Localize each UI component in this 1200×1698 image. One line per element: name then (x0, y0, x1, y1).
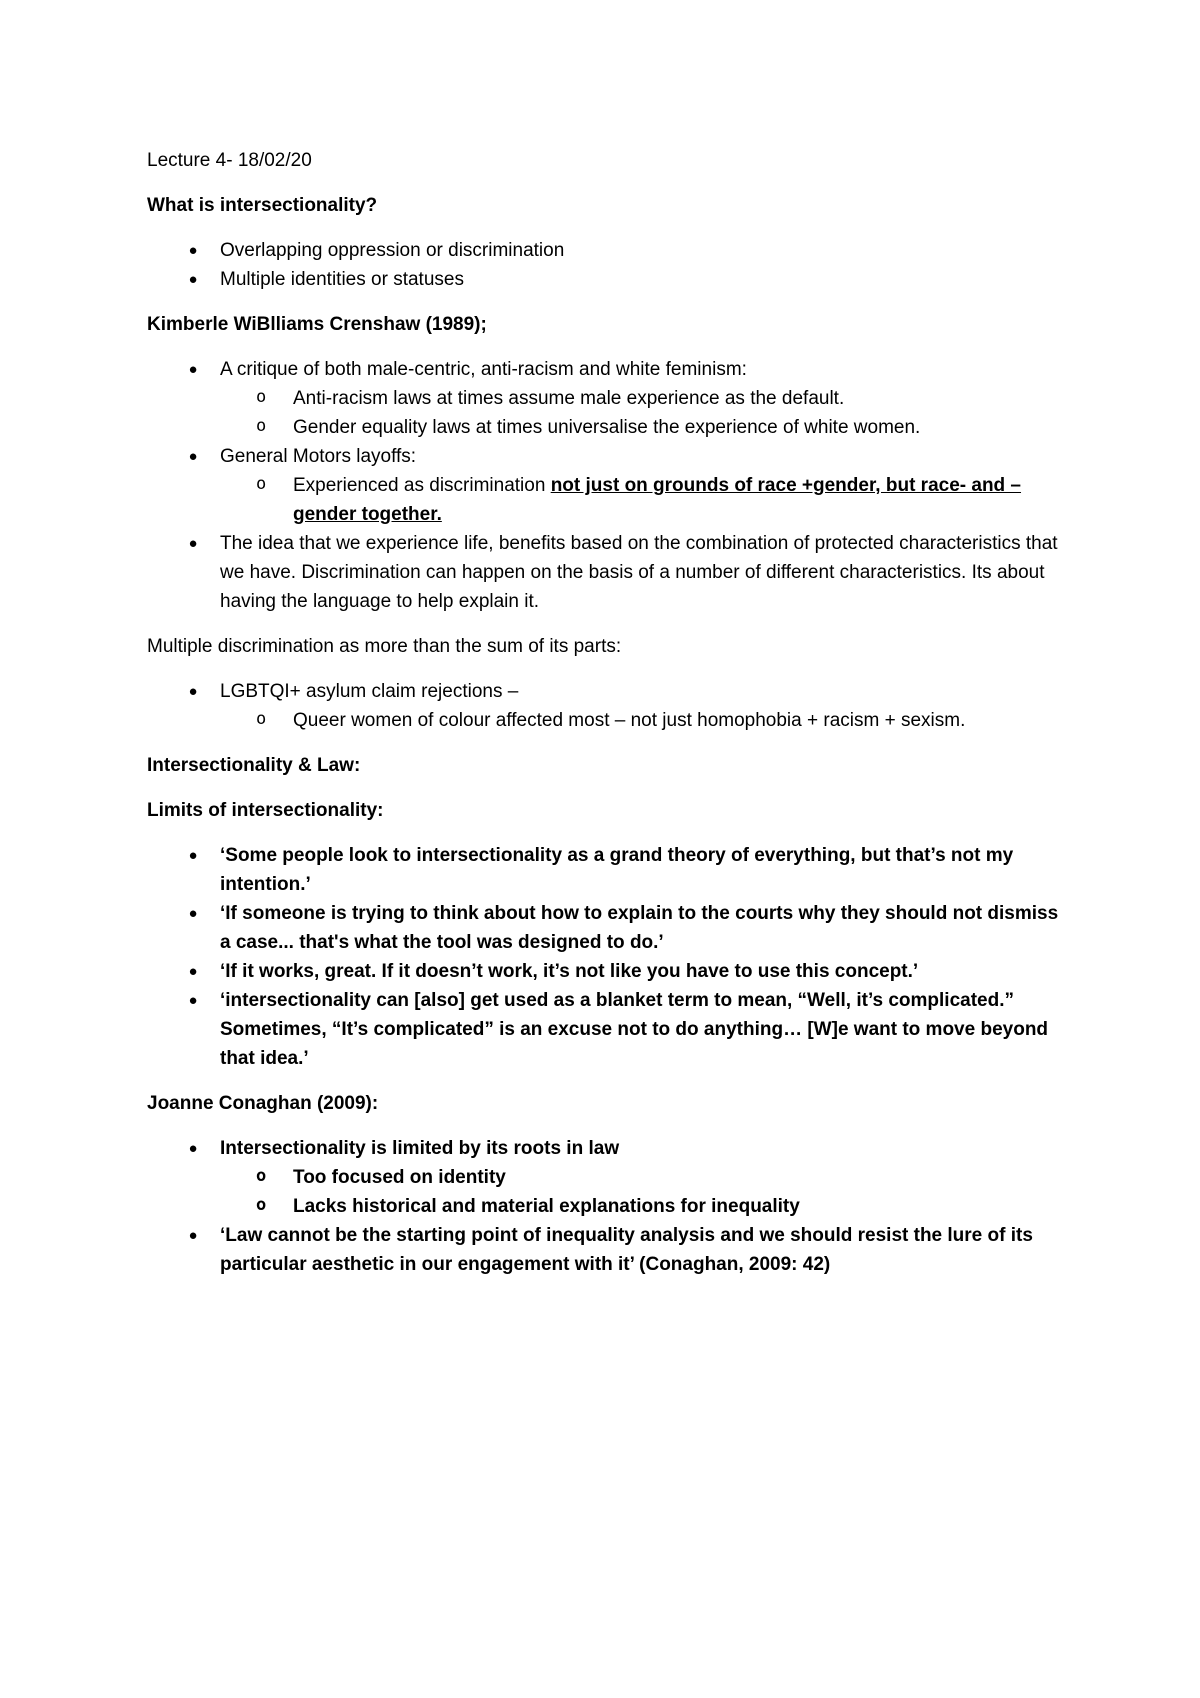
bullet-icon: ● (188, 535, 198, 552)
bullet-list (147, 1134, 1067, 1279)
lecture-heading: Lecture 4- 18/02/20 (147, 150, 312, 171)
bullet-icon: ● (188, 448, 198, 465)
section-title-conaghan: Joanne Conaghan (2009): (147, 1093, 379, 1114)
sub-bullet-list (220, 384, 1067, 442)
sub-bullet-icon: o (256, 474, 267, 494)
list-item: ● ‘If it works, great. If it doesn’t work, it’s not like you have to use this concept.’ (220, 957, 1067, 986)
sub-bullet-list (220, 471, 1067, 529)
underlined-emphasis: not just on grounds of race +gender, but race- and – gender together. (293, 475, 1022, 525)
bullet-icon: ● (188, 271, 198, 288)
bullet-icon: ● (188, 361, 198, 378)
list-item: ● ‘Some people look to intersectionality as a grand theory of everything, but that’s not my intention.’ (220, 841, 1067, 899)
bullet-list (147, 355, 1067, 616)
sub-bullet-list (220, 706, 1067, 735)
bullet-icon: ● (188, 1140, 198, 1157)
sub-bullet-icon: o (256, 416, 267, 436)
sub-bullet-icon: o (256, 1166, 267, 1186)
section-title-crenshaw: Kimberle WiBlliams Crenshaw (1989); (147, 314, 487, 335)
section-title-limits: Limits of intersectionality: (147, 800, 384, 821)
bullet-icon: ● (188, 847, 198, 864)
section-title-intersectionality-law: Intersectionality & Law: (147, 755, 361, 776)
sub-list-item: o Experienced as discrimination not just on grounds of race +gender, but race- and – gender together. (293, 471, 1067, 529)
sub-list-item: o Gender equality laws at times universalise the experience of white women. (293, 413, 1067, 442)
bullet-icon: ● (188, 683, 198, 700)
sub-bullet-icon: o (256, 709, 267, 729)
sub-list-item: o Lacks historical and material explanations for inequality (293, 1192, 1067, 1221)
section-title-multiple-discrimination: Multiple discrimination as more than the sum of its parts: (147, 636, 622, 657)
list-item: ● Overlapping oppression or discrimination (220, 236, 1067, 265)
bullet-list (147, 677, 1067, 735)
bullet-list (147, 236, 1067, 294)
list-item: ● General Motors layoffs: o Experienced as discrimination not just on grounds of race +gender, but race- and – gender together. (220, 442, 1067, 529)
section-title-what-is: What is intersectionality? (147, 195, 378, 216)
list-item: ● A critique of both male-centric, anti-racism and white feminism: o Anti-racism laws at times assume male experience as the default. o Gender equality laws at times universalise the experience of white women. (220, 355, 1067, 442)
sub-bullet-list (220, 1163, 1067, 1221)
list-item: ● The idea that we experience life, benefits based on the combination of protected characteristics that we have. Discrimination can happen on the basis of a number of different characteristics. Its about having the language to help explain it. (220, 529, 1067, 616)
list-item: ● Multiple identities or statuses (220, 265, 1067, 294)
bullet-icon: ● (188, 1227, 198, 1244)
list-item: ● Intersectionality is limited by its roots in law o Too focused on identity o Lacks historical and material explanations for inequality (220, 1134, 1067, 1221)
bullet-icon: ● (188, 905, 198, 922)
list-item: ● ‘intersectionality can [also] get used as a blanket term to mean, “Well, it’s complicated.” Sometimes, “It’s complicated” is an excuse not to do anything… [W]e want to move beyond that idea.’ (220, 986, 1067, 1073)
list-item: ● LGBTQI+ asylum claim rejections – o Queer women of colour affected most – not just homophobia + racism + sexism. (220, 677, 1067, 735)
bullet-icon: ● (188, 963, 198, 980)
document-body (147, 146, 1067, 1295)
list-item: ● ‘Law cannot be the starting point of inequality analysis and we should resist the lure of its particular aesthetic in our engagement with it’ (Conaghan, 2009: 42) (220, 1221, 1067, 1279)
sub-bullet-icon: o (256, 1195, 267, 1215)
sub-list-item: o Too focused on identity (293, 1163, 1067, 1192)
sub-list-item: o Anti-racism laws at times assume male experience as the default. (293, 384, 1067, 413)
bullet-list (147, 841, 1067, 1073)
sub-bullet-icon: o (256, 387, 267, 407)
list-item: ● ‘If someone is trying to think about how to explain to the courts why they should not dismiss a case... that's what the tool was designed to do.’ (220, 899, 1067, 957)
sub-list-item: o Queer women of colour affected most – not just homophobia + racism + sexism. (293, 706, 1067, 735)
bullet-icon: ● (188, 992, 198, 1009)
bullet-icon: ● (188, 242, 198, 259)
